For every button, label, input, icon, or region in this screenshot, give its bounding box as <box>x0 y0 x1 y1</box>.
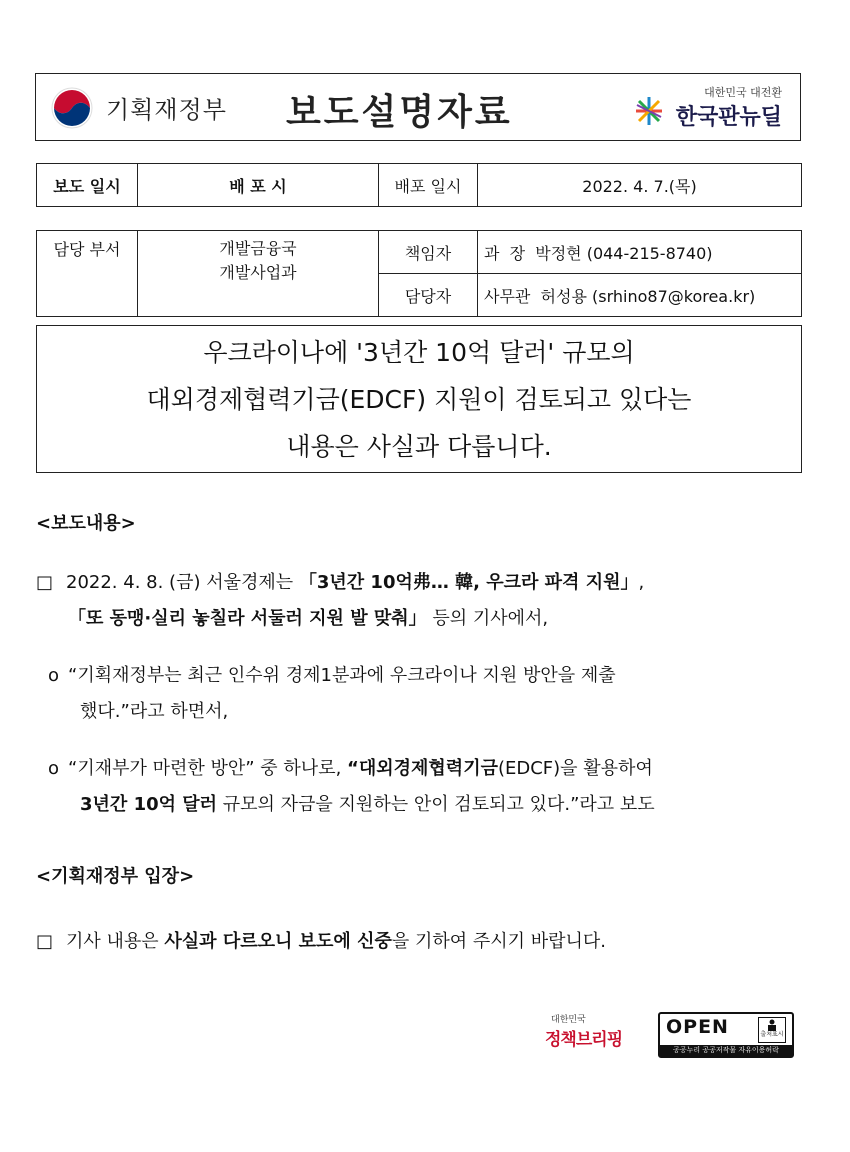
policy-briefing-logo <box>545 1012 645 1058</box>
headline-line-3: 내용은 사실과 다릅니다. <box>286 432 552 461</box>
person-icon <box>766 1019 778 1031</box>
department-line-2: 개발사업과 <box>219 263 297 282</box>
paragraph-report-summary <box>36 565 806 637</box>
box-bullet-icon: □ <box>36 572 54 593</box>
distribution-time-value: 2022. 4. 7.(목) <box>478 164 802 207</box>
p3-text-e: 규모의 자금을 지원하는 안이 검토되고 있다.”라고 보도 <box>217 794 655 815</box>
p3-text-c: (EDCF)을 활용하여 <box>497 758 653 779</box>
header-box <box>35 73 801 141</box>
circle-bullet-icon: o <box>48 665 60 686</box>
p2-line-1: “기획재정부는 최근 인수위 경제1분과에 우크라이나 지원 방안을 제출 <box>68 665 616 686</box>
policy-briefing-small: 대한민국 <box>551 1015 586 1025</box>
paragraph-claim-1 <box>36 658 806 730</box>
responsible-value: 과 장 박정현 (044-215-8740) <box>478 231 802 274</box>
department-label: 담당 부서 <box>37 231 138 317</box>
government-logo-icon <box>50 86 94 130</box>
headline-box <box>36 325 802 473</box>
attribution-badge-label: 출처표시 <box>760 1031 784 1038</box>
new-deal-mark-icon <box>632 94 666 128</box>
section-report-content-heading: <보도내용> <box>36 513 136 534</box>
open-label: OPEN <box>666 1016 729 1038</box>
new-deal-title: 한국판뉴딜 <box>675 105 782 130</box>
p2-line-2: 했다.”라고 하면서, <box>80 701 229 722</box>
p1-text-a: 2022. 4. 8. (금) 서울경제는 <box>66 572 299 593</box>
headline-line-1: 우크라이나에 '3년간 10억 달러' 규모의 <box>203 338 635 367</box>
staff-label: 담당자 <box>379 274 478 317</box>
p4-text-a: 기사 내용은 <box>66 931 165 952</box>
open-license-logo <box>658 1012 794 1058</box>
ministry-name: 기획재정부 <box>106 96 227 124</box>
release-time-value: 배 포 시 <box>138 164 379 207</box>
policy-briefing-title: 정책브리핑 <box>545 1030 623 1050</box>
paragraph-ministry-position <box>36 924 806 960</box>
paragraph-claim-2 <box>36 751 806 823</box>
staff-value: 사무관 허성용 (srhino87@korea.kr) <box>478 274 802 317</box>
release-info-table <box>36 163 802 207</box>
p4-text-c: 을 기하여 주시기 바랍니다. <box>391 931 607 952</box>
distribution-time-label: 배포 일시 <box>379 164 478 207</box>
p3-text-d: 3년간 10억 달러 <box>80 794 218 815</box>
contact-info-table <box>36 230 802 317</box>
p1-article-title-2: 「또 동맹·실리 놓칠라 서둘러 지원 발 맞춰」 <box>68 608 427 629</box>
p3-text-a: “기재부가 마련한 방안” 중 하나로, <box>68 758 348 779</box>
attribution-badge <box>758 1017 786 1043</box>
p1-text-c: , <box>638 572 645 593</box>
section-ministry-position-heading: <기획재정부 입장> <box>36 866 195 887</box>
p1-article-title-1: 「3년간 10억弗… 韓, 우크라 파격 지원」 <box>298 572 639 593</box>
department-value <box>138 231 379 317</box>
headline-line-2: 대외경제협력기금(EDCF) 지원이 검토되고 있다는 <box>146 385 692 414</box>
p3-text-b: “대외경제협력기금 <box>347 758 498 779</box>
new-deal-tagline: 대한민국 대전환 <box>704 86 782 99</box>
open-license-caption: 공공누리 공공저작물 자유이용허락 <box>660 1045 792 1056</box>
korean-new-deal-logo <box>632 84 782 132</box>
document-type-title: 보도설명자료 <box>286 92 513 133</box>
p4-text-b: 사실과 다르오니 보도에 신중 <box>164 931 392 952</box>
box-bullet-icon: □ <box>36 931 54 952</box>
department-line-1: 개발금융국 <box>219 239 297 258</box>
circle-bullet-icon: o <box>48 758 60 779</box>
p1-text-e: 등의 기사에서, <box>426 608 549 629</box>
release-time-label: 보도 일시 <box>37 164 138 207</box>
responsible-label: 책임자 <box>379 231 478 274</box>
